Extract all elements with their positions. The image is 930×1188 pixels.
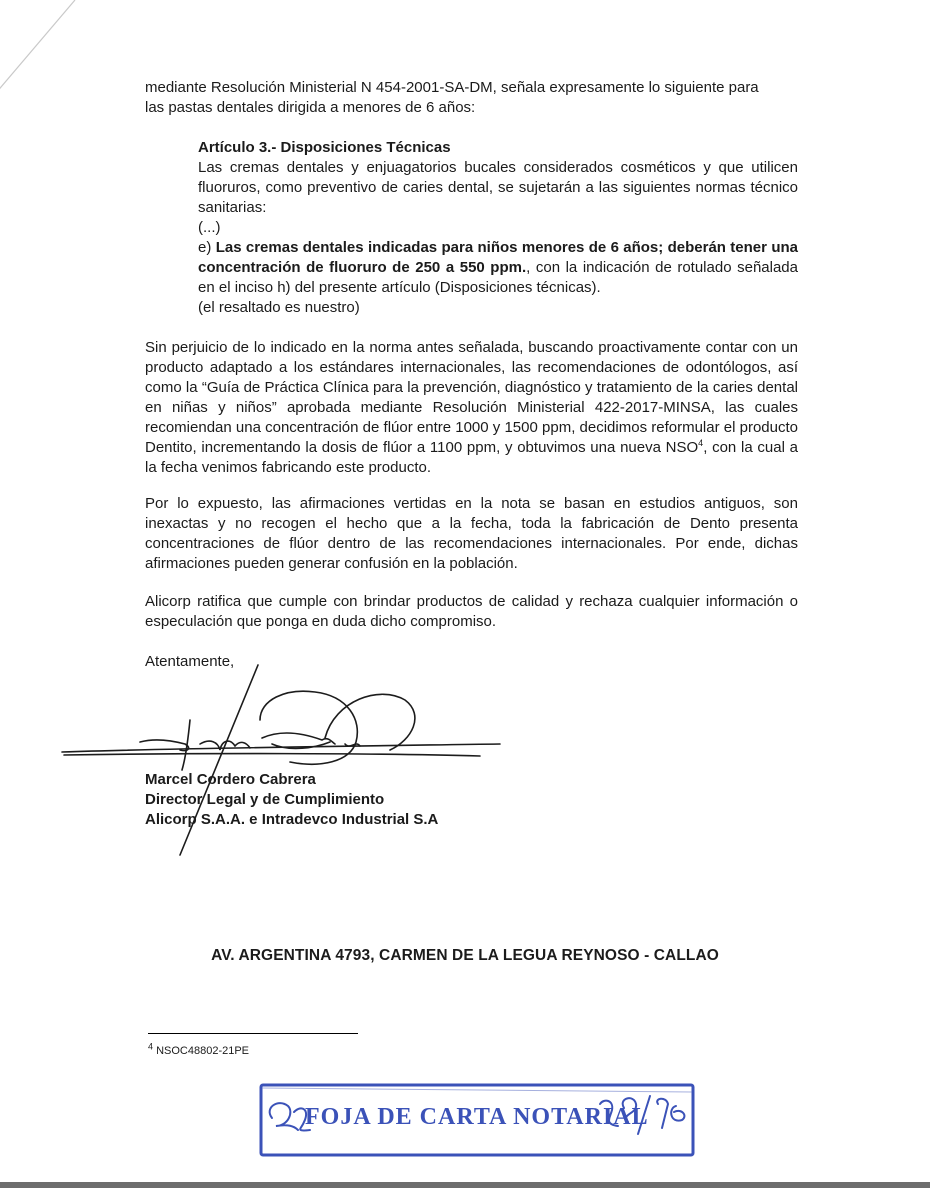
company-address: AV. ARGENTINA 4793, CARMEN DE LA LEGUA REYNOSO - CALLAO bbox=[211, 947, 719, 964]
closing-salutation: Atentamente, bbox=[145, 653, 235, 670]
footnote-number: 4 bbox=[148, 1041, 154, 1052]
paragraph-reformulation bbox=[145, 338, 798, 478]
item-bold-text: Las cremas dentales indicadas para niños menores de 6 años; deberán tener una concentración de fluoruro de 250 a 550 ppm. bbox=[198, 239, 798, 276]
article-body: Las cremas dentales y enjuagatorios bucales considerados cosméticos y que utilicen fluoruros, como preventivo de caries dental, se sujetarán a las siguientes normas técnico sanitarias: bbox=[198, 159, 798, 216]
handwritten-signature bbox=[60, 660, 540, 860]
paragraph-2-text: Sin perjuicio de lo indicado en la norma antes señalada, buscando proactivamente contar con un producto adaptado a los estándares internacionales, las recomendaciones de odontólogos, así como la “Guía de Práctica Clínica para la prevención, diagnóstico y tratamiento de la caries dental en niñas y niños” aprobada mediante Resolución Ministerial 422-2017-MINSA, las cuales recomiendan una concentración de flúor entre 1000 y 1500 ppm, decidimos reformular el producto Dentito, incrementando la dosis de flúor a 1100 ppm, y obtuvimos una nueva NSO bbox=[145, 339, 798, 456]
stamp-label: FOJA DE CARTA NOTARIAL bbox=[305, 1104, 649, 1130]
article-ellipsis: (...) bbox=[198, 219, 221, 236]
paragraph-conclusion: Por lo expuesto, las afirmaciones vertidas en la nota se basan en estudios antiguos, son inexactas y no recogen el hecho que a la fecha, toda la fabricación de Dento presenta concentraciones de flúor dentro de las recomendaciones internacionales. Por ende, dichas afirmaciones pueden generar confusión en la población. bbox=[145, 495, 798, 572]
footnote bbox=[148, 1041, 250, 1057]
intro-paragraph bbox=[145, 78, 798, 118]
footnote-text: NSOC48802-21PE bbox=[153, 1045, 250, 1057]
article-heading: Artículo 3.- Disposiciones Técnicas bbox=[198, 139, 451, 156]
paragraph-2-tail: , con la cual a la fecha venimos fabricando este producto. bbox=[145, 439, 798, 476]
footnote-separator bbox=[148, 1033, 358, 1034]
article-item-e bbox=[198, 238, 798, 298]
emphasis-note: (el resaltado es nuestro) bbox=[198, 299, 360, 316]
signatory-block bbox=[145, 770, 438, 830]
signatory-name: Marcel Cordero Cabrera bbox=[145, 771, 316, 788]
item-rest-text: , con la indicación de rotulado señalada en el inciso h) del presente artículo (Disposiciones técnicas). bbox=[198, 259, 798, 296]
intro-line-1: mediante Resolución Ministerial N 454-2001-SA-DM, señala expresamente lo siguiente para bbox=[145, 79, 759, 96]
intro-line-2: las pastas dentales dirigida a menores de 6 años: bbox=[145, 99, 476, 116]
paragraph-commitment: Alicorp ratifica que cumple con brindar productos de calidad y rechaza cualquier información o especulación que ponga en duda dicho compromiso. bbox=[145, 593, 798, 630]
item-prefix: e) bbox=[198, 239, 216, 256]
footnote-reference: 4 bbox=[698, 438, 704, 448]
signatory-title: Director Legal y de Cumplimiento bbox=[145, 791, 385, 808]
signatory-company: Alicorp S.A.A. e Intradevco Industrial S.A bbox=[145, 811, 439, 828]
page-fold-mark bbox=[0, 0, 90, 110]
quoted-article bbox=[198, 138, 798, 318]
scan-bottom-edge bbox=[0, 1182, 930, 1188]
